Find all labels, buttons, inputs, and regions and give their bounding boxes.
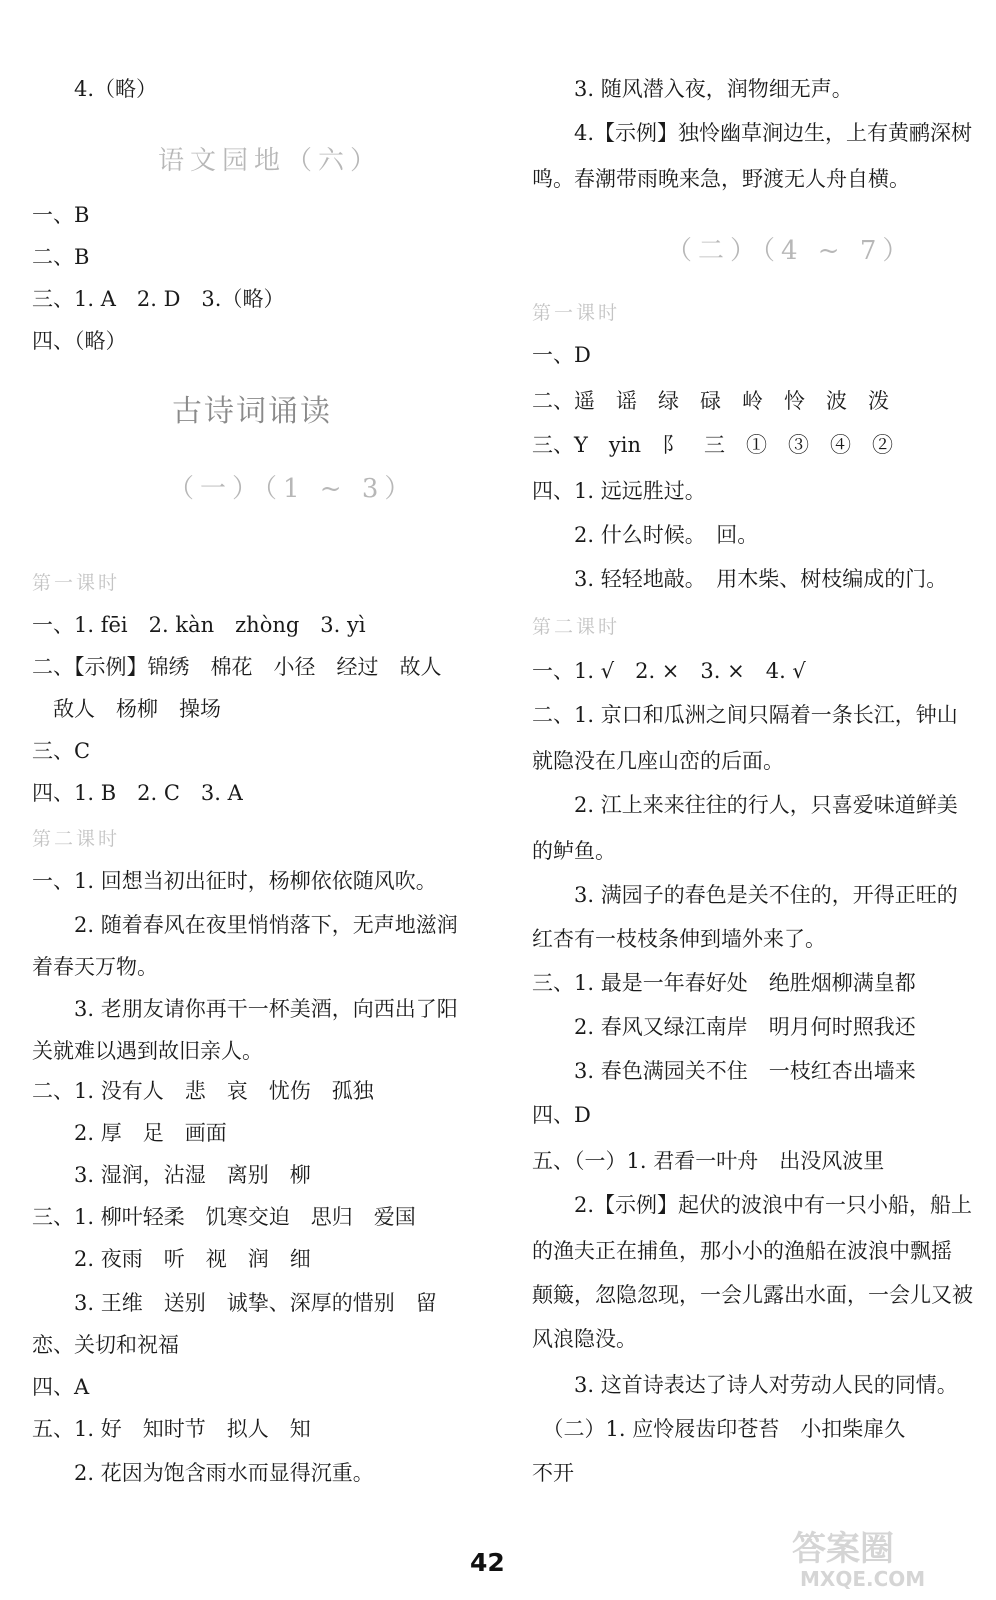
- answer-line: （二）1. 应怜屐齿印苍苔 小扣柴扉久: [532, 1417, 906, 1441]
- answer-line: 四、A: [32, 1375, 90, 1399]
- answer-line: 三、1. A 2. D 3.（略）: [32, 287, 285, 311]
- answer-line: 2.【示例】起伏的波浪中有一只小船，船上: [532, 1193, 973, 1217]
- answer-line: 3. 轻轻地敲。 用木柴、树枝编成的门。: [532, 567, 948, 591]
- answer-line: 2. 花因为饱含雨水而显得沉重。: [32, 1461, 374, 1485]
- answer-line: 3. 随风潜入夜，润物细无声。: [532, 77, 853, 101]
- answer-line: 恋、关切和祝福: [32, 1333, 179, 1357]
- answer-line: 3. 春色满园关不住 一枝红杏出墙来: [532, 1059, 916, 1083]
- answer-line: 一、1. fēi 2. kàn zhòng 3. yì: [32, 613, 366, 637]
- answer-line: 不开: [532, 1461, 574, 1485]
- section-subtitle-4-7: （二）（4 ~ 7）: [666, 236, 915, 266]
- section-title-gushici: 古诗词诵读: [172, 394, 332, 429]
- answer-line: 2. 什么时候。 回。: [532, 523, 759, 547]
- lesson-heading-2: 第二课时: [32, 828, 121, 850]
- answer-line: 着春天万物。: [32, 955, 158, 979]
- answer-line: 红杏有一枝枝条伸到墙外来了。: [532, 927, 826, 951]
- answer-line: 2. 夜雨 听 视 润 细: [32, 1247, 311, 1271]
- answer-line: 3. 王维 送别 诚挚、深厚的惜别 留: [32, 1291, 437, 1315]
- section-subtitle-1-3: （一）（1 ~ 3）: [168, 474, 417, 504]
- answer-line: 三、C: [32, 739, 91, 763]
- answer-line: 敌人 杨柳 操场: [32, 697, 221, 721]
- answer-line: 就隐没在几座山峦的后面。: [532, 749, 784, 773]
- answer-line: 一、D: [532, 343, 591, 367]
- answer-line: 颠簸，忽隐忽现，一会儿露出水面，一会儿又被: [532, 1283, 973, 1307]
- watermark-logo: [780, 1520, 980, 1592]
- answer-line: 2. 春风又绿江南岸 明月何时照我还: [532, 1015, 916, 1039]
- answer-line: 风浪隐没。: [532, 1327, 637, 1351]
- answer-line: 关就难以遇到故旧亲人。: [32, 1039, 263, 1063]
- answer-line: 3. 老朋友请你再干一杯美酒，向西出了阳: [32, 997, 458, 1021]
- lesson-heading-1: 第一课时: [32, 572, 121, 594]
- answer-line: 一、B: [32, 203, 90, 227]
- answer-line: 五、（一）1. 君看一叶舟 出没风波里: [532, 1149, 885, 1173]
- answer-line: 二、1. 没有人 悲 哀 忧伤 孤独: [32, 1079, 374, 1103]
- answer-line: 四、1. B 2. C 3. A: [32, 781, 243, 805]
- answer-line: 4.【示例】独怜幽草涧边生，上有黄鹂深树: [532, 121, 973, 145]
- answer-line: 的鲈鱼。: [532, 839, 616, 863]
- answer-line: 3. 满园子的春色是关不住的，开得正旺的: [532, 883, 958, 907]
- answer-line: 四、D: [532, 1103, 591, 1127]
- answer-line: 3. 湿润，沾湿 离别 柳: [32, 1163, 311, 1187]
- answer-line: 2. 江上来来往往的行人，只喜爱味道鲜美: [532, 793, 958, 817]
- answer-line: 的渔夫正在捕鱼，那小小的渔船在波浪中飘摇: [532, 1239, 952, 1263]
- answer-line: 二、1. 京口和瓜洲之间只隔着一条长江，钟山: [532, 703, 958, 727]
- answer-line: 三、Y yin 阝 三 ① ③ ④ ②: [532, 433, 893, 457]
- answer-line: 四、（略）: [32, 329, 127, 353]
- page-number: 42: [470, 1548, 505, 1577]
- watermark-line1: 答案圈: [792, 1529, 894, 1569]
- answer-line: 2. 厚 足 画面: [32, 1121, 227, 1145]
- answer-line: 四、1. 远远胜过。: [532, 479, 706, 503]
- answer-line: 4.（略）: [74, 77, 158, 101]
- answer-line: 二、B: [32, 245, 90, 269]
- watermark-line2: MXQE.COM: [800, 1567, 926, 1591]
- answer-line: 3. 这首诗表达了诗人对劳动人民的同情。: [532, 1373, 958, 1397]
- answer-line: 鸣。春潮带雨晚来急，野渡无人舟自横。: [532, 167, 910, 191]
- lesson-heading-1: 第一课时: [532, 302, 621, 324]
- section-title-yuwen-yuandi: 语文园地（六）: [158, 146, 383, 176]
- answer-line: 一、1. 回想当初出征时，杨柳依依随风吹。: [32, 869, 437, 893]
- answer-line: 二、遥 谣 绿 碌 岭 怜 波 泼: [532, 389, 889, 413]
- answer-line: 二、【示例】锦绣 棉花 小径 经过 故人: [32, 655, 442, 679]
- answer-line: 五、1. 好 知时节 拟人 知: [32, 1417, 311, 1441]
- answer-line: 一、1. √ 2. × 3. × 4. √: [532, 659, 806, 683]
- answer-line: 三、1. 柳叶轻柔 饥寒交迫 思归 爱国: [32, 1205, 416, 1229]
- lesson-heading-2: 第二课时: [532, 616, 621, 638]
- answer-line: 2. 随着春风在夜里悄悄落下，无声地滋润: [32, 913, 458, 937]
- answer-line: 三、1. 最是一年春好处 绝胜烟柳满皇都: [532, 971, 916, 995]
